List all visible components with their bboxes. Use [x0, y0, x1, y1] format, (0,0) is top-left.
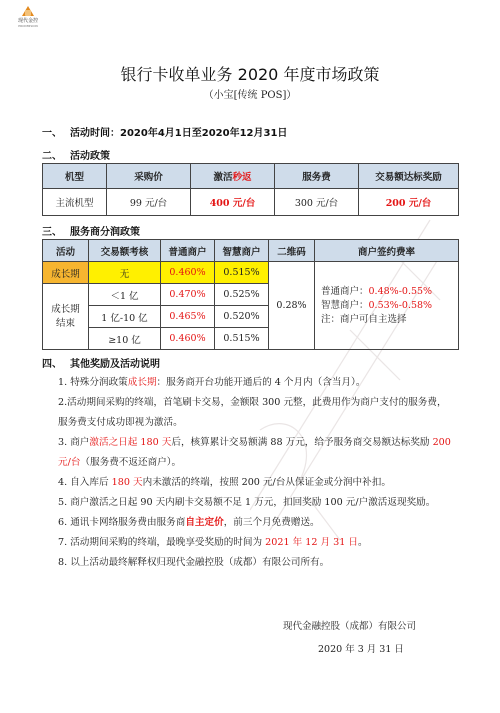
header-activity: 活动 [43, 240, 89, 262]
header-model: 机型 [43, 164, 107, 189]
section-number: 三、 [42, 227, 62, 238]
cell-qr-rate: 0.28% [269, 262, 315, 350]
section-label: 活动政策 [70, 151, 110, 162]
header-smart-merchant: 智慧商户 [215, 240, 269, 262]
logo-name: 现代金控 [17, 18, 38, 24]
section-number: 一、 [42, 128, 62, 139]
cell-smart-rate: 0.515% [215, 328, 269, 350]
note-item-5: 5. 商户激活之日起 90 天内刷卡交易额不足 1 万元，扣回奖励 100 元/户激活返现奖励。 [58, 497, 436, 508]
header-activation-refund: 激活秒返 [191, 164, 275, 189]
section-label: 其他奖励及活动说明 [70, 359, 160, 370]
cell-purchase-price: 99 元/台 [107, 189, 191, 216]
sign-rate-normal: 普通商户：0.48%-0.55% [321, 285, 433, 297]
note-item-1: 1. 特殊分润政策成长期：服务商开台功能开通后的 4 个月内（含当月）。 [58, 377, 366, 388]
cell-normal-rate: 0.460% [161, 262, 215, 284]
header-volume-reward: 交易额达标奖励 [359, 164, 459, 189]
note-item-4: 4. 自入库后 180 天内未激活的终端，按照 200 元/台从保证金或分润中补扣。 [58, 477, 391, 488]
section-activity-time [42, 124, 287, 139]
note-item-7: 7. 活动期间采购的终端，最晚享受奖励的时间为 2021 年 12 月 31 日。 [58, 537, 368, 548]
cell-normal-rate: 0.465% [161, 306, 215, 328]
cell-activation-refund: 400 元/台 [191, 189, 275, 216]
header-volume-check: 交易额考核 [89, 240, 161, 262]
note-item-8: 8. 以上活动最终解释权归现代金融控股（成都）有限公司所有。 [58, 557, 330, 568]
profit-header-row [43, 240, 459, 262]
section-number: 四、 [42, 359, 62, 370]
cell-smart-rate: 0.520% [215, 306, 269, 328]
cell-smart-rate: 0.525% [215, 284, 269, 306]
signature-company: 现代金融控股（成都）有限公司 [283, 621, 417, 632]
profit-table [42, 239, 459, 350]
note-item-2: 2.活动期间采购的终端，首笔刷卡交易，金额限 300 元整，此费用作为商户支付的服务费，服务费支付成功即视为激活。 [58, 397, 447, 428]
sign-rate-smart: 智慧商户：0.53%-0.58% [321, 299, 433, 311]
logo-subtext: PRODMISION [18, 24, 38, 28]
notes-list [58, 373, 454, 573]
cell-sign-rates [315, 262, 459, 350]
cell-growth-ended: 成长期结束 [43, 284, 89, 350]
cell-tier: 无 [89, 262, 161, 284]
section-profit-sharing [42, 223, 140, 238]
header-purchase-price: 采购价 [107, 164, 191, 189]
section-number: 二、 [42, 151, 62, 162]
cell-growth-period: 成长期 [43, 262, 89, 284]
cell-volume-reward: 200 元/台 [359, 189, 459, 216]
cell-tier: ＜1 亿 [89, 284, 161, 306]
section-activity-policy [42, 147, 110, 162]
section-other-rewards [42, 355, 160, 370]
cell-normal-rate: 0.460% [161, 328, 215, 350]
header-normal-merchant: 普通商户 [161, 240, 215, 262]
page-subtitle: （小宝[传统 POS]） [203, 90, 297, 101]
cell-model: 主流机型 [43, 189, 107, 216]
sign-rate-note: 注：商户可自主选择 [321, 313, 407, 325]
section-label: 服务商分润政策 [70, 227, 140, 238]
company-logo [8, 6, 48, 28]
header-service-fee: 服务费 [275, 164, 359, 189]
header-sign-rate: 商户签约费率 [315, 240, 459, 262]
note-item-3: 3. 商户激活之日起 180 天后，核算累计交易额满 88 万元，给予服务商交易额达标奖励 200 元/台（服务费不返还商户）。 [58, 437, 451, 468]
table-row [43, 189, 459, 216]
header-qr-code: 二维码 [269, 240, 315, 262]
note-item-6: 6. 通讯卡网络服务费由服务商自主定价，前三个月免费赠送。 [58, 517, 320, 528]
policy-table [42, 163, 459, 216]
signature-date: 2020 年 3 月 31 日 [318, 644, 404, 655]
section-label: 活动时间：2020年4月1日至2020年12月31日 [70, 128, 288, 139]
cell-tier: ≥10 亿 [89, 328, 161, 350]
page-title: 银行卡收单业务 2020 年度市场政策 [120, 65, 380, 84]
logo-icon [20, 6, 36, 18]
cell-tier: 1 亿-10 亿 [89, 306, 161, 328]
cell-service-fee: 300 元/台 [275, 189, 359, 216]
cell-normal-rate: 0.470% [161, 284, 215, 306]
cell-smart-rate: 0.515% [215, 262, 269, 284]
table-row [43, 262, 459, 284]
policy-header-row [43, 164, 459, 189]
